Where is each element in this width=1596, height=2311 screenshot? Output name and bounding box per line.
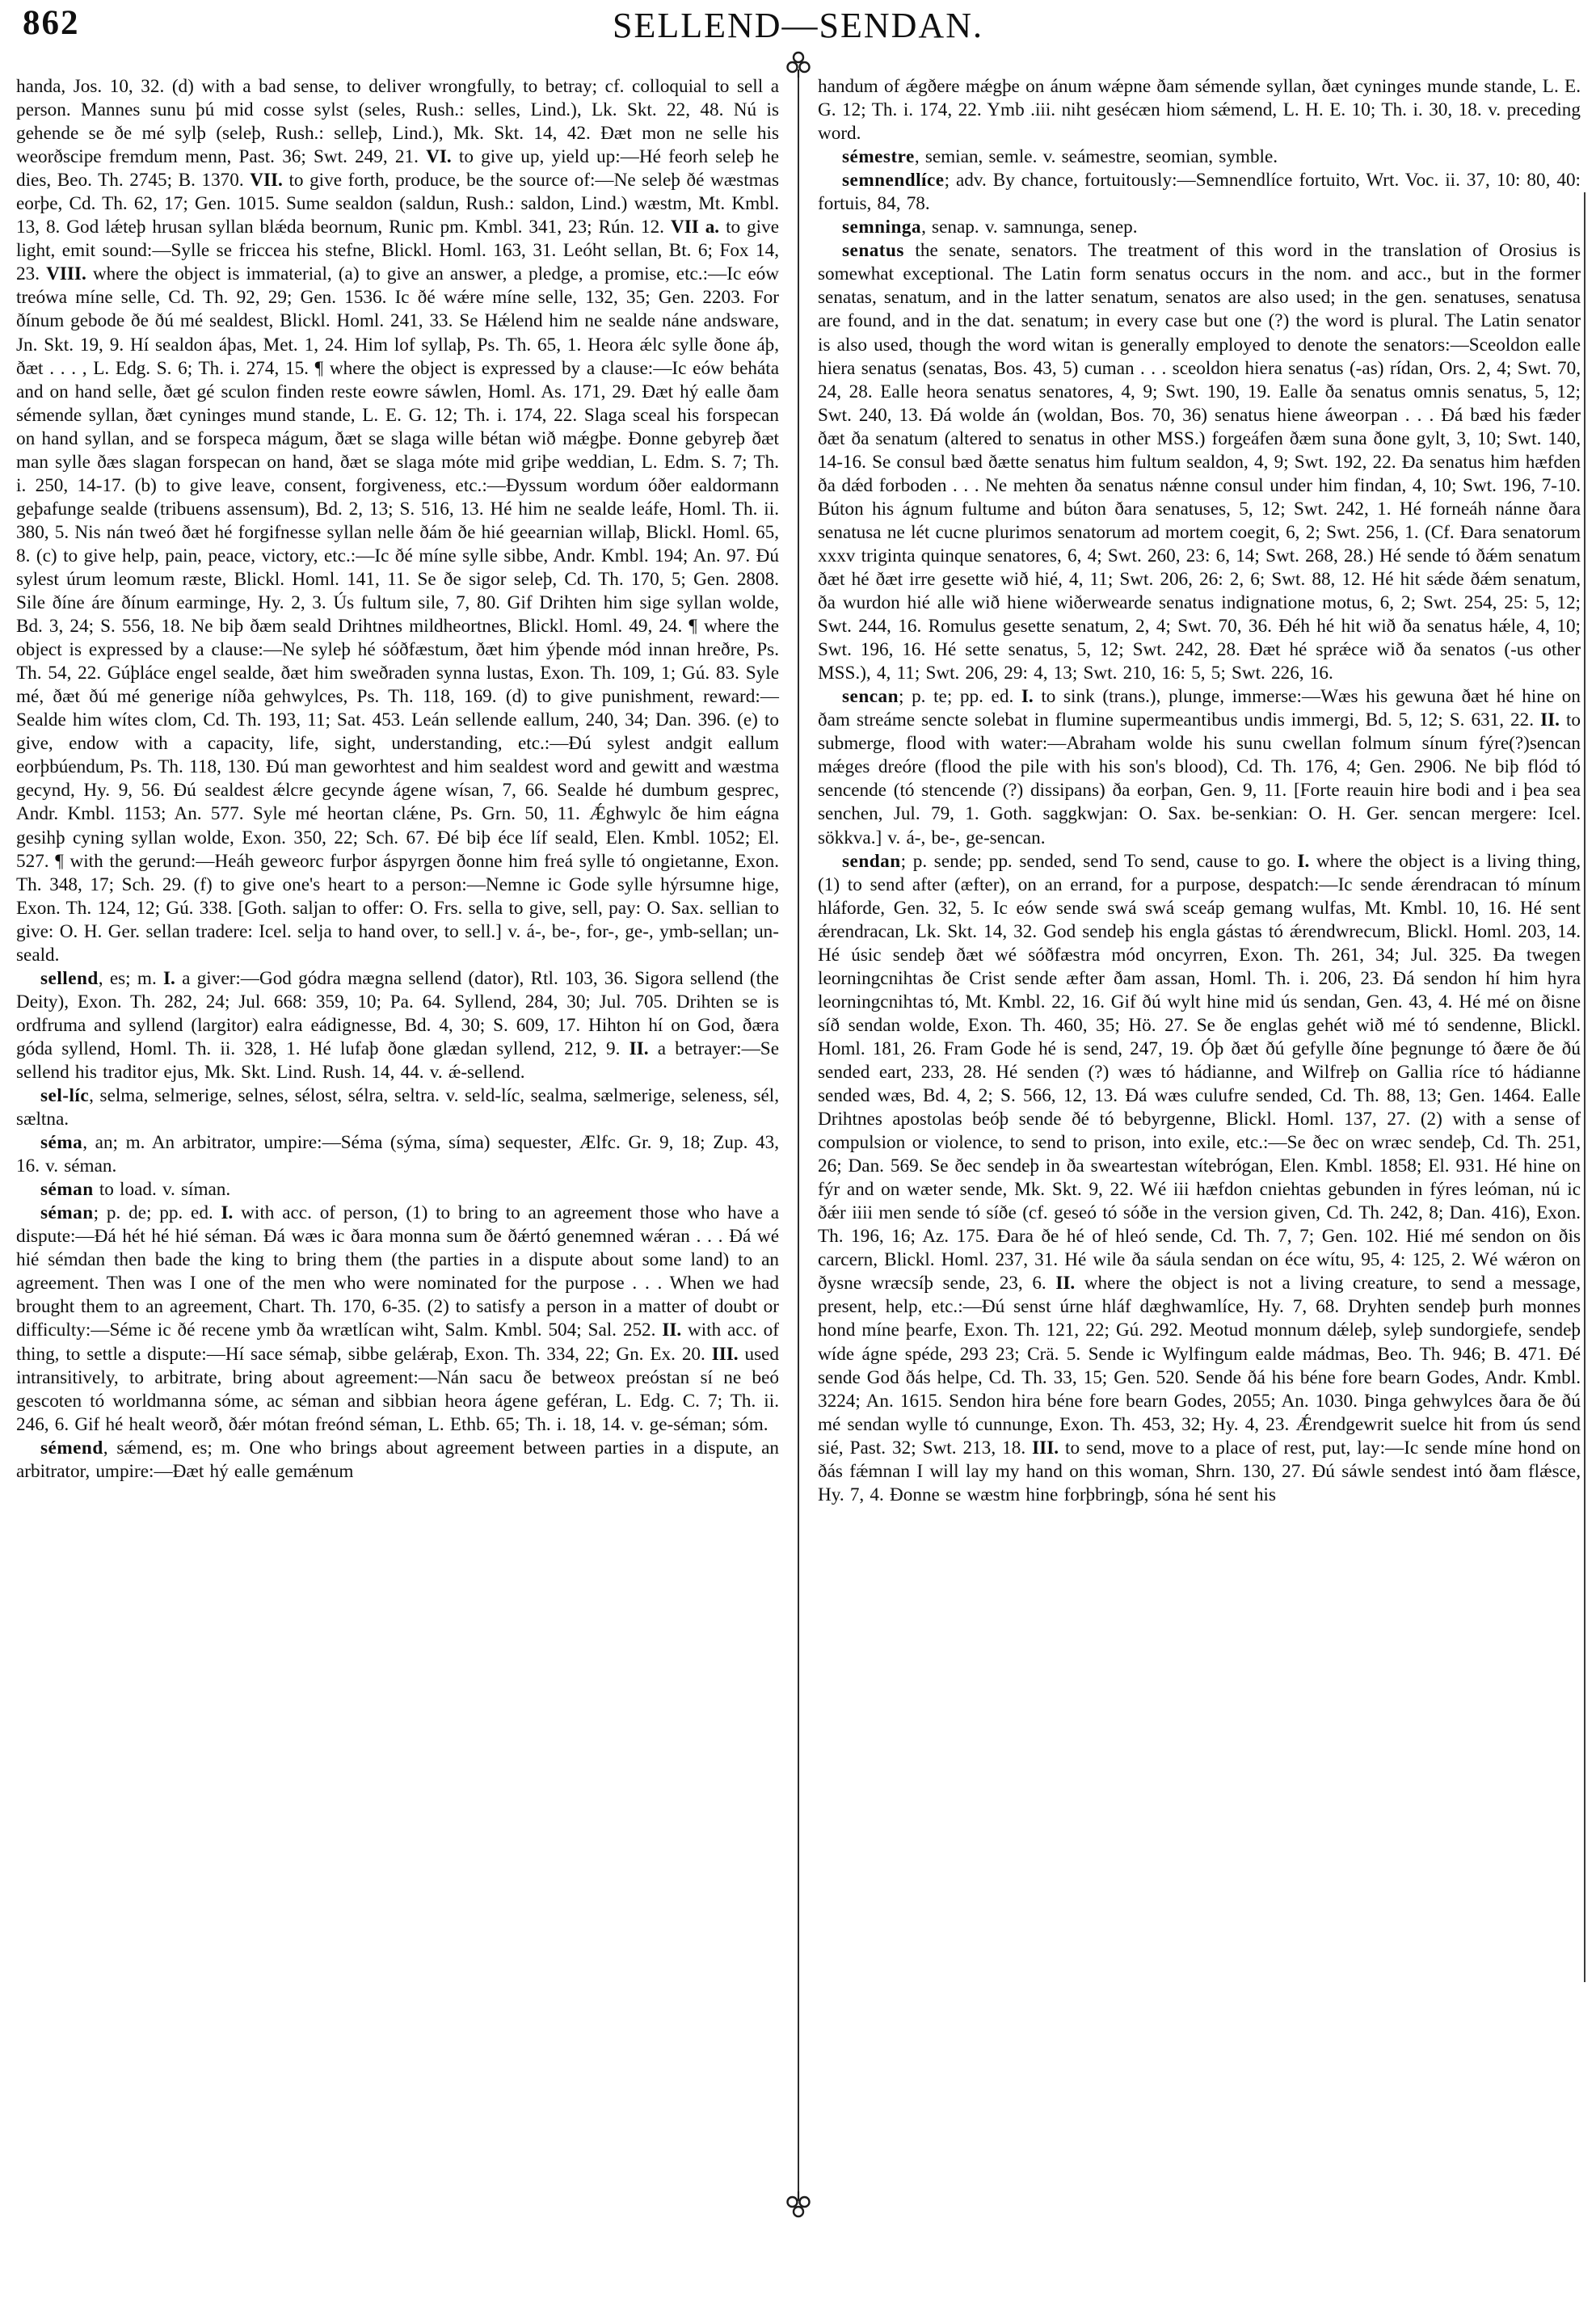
headword: sencan — [842, 686, 899, 708]
dictionary-entry: sendan; p. sende; pp. sended, send To send, cause to go. I. where the object is a living thing, (1) to send after (æfter), on an errand, for a purpose, despatch:—Ic sende ǽrendracan tó mínum hláforde, Gen. 32, 5. Ic eów sende swá swá sceáp gemang wulfas, Mt. Kmbl. 10, 16. Hé sent ǽrendracan, Lk. Skt. 14, 32. God sendeþ his engla gástas tó ǽrendwrecum, Blickl. Homl. 203, 14. Hé úsic sendeþ ðæt wé sóðfæstra mód oncyrren, Exon. Th. 261, 34; Jul. 325. Ða twegen leorningcnihtas ðe Crist sende æfter ðam assan, Homl. Th. i. 206, 23. Ðá sendon hí him hyra leorningcnihtas tó, Mt. Kmbl. 22, 16. Gif ðú wylt hine mid ús sendan, Gen. 43, 4. Hé mé on ðisne síð sendan wolde, Exon. Th. 460, 35; Hö. 27. Se ðe englas gehét wið mé tó sendenne, Blickl. Homl. 181, 26. Fram Gode hé is send, 247, 19. Óþ ðæt ðú gefylle ðíne þegnunge tó ðære ðe ðú sended eart, 233, 28. Hé senden (?) wæs tó hádianne, and Wilfreþ on Gallia ríce tó hádianne sended wæs, Bd. 4, 2; S. 566, 12, 13. Ðá wæs culufre sended, Cd. Th. 88, 13; Gen. 1464. Ealle Drihtnes apostolas beóþ sende ðé tó bebyrgenne, Blickl. Homl. 137, 27. (2) with a sense of compulsion or violence, to send to prison, into exile, etc.:—Se ðec on wræc sendeþ, Cd. Th. 251, 26; Dan. 569. Se ðec sendeþ in ða sweartestan wítebrógan, Elen. Kmbl. 1858; El. 931. Hé hine on fýr and on wæter sende, Mk. Skt. 9, 22. Wé iii hæfdon cniehtas gebunden in fýres leóman, nú ic ðǽr iiii men sende tó síðe (cf. geseó tó sóðe in the version given, Cd. Th. 242, 8; Dan. 416), Exon. Th. 196, 16; Az. 175. Ðara ðe hé of hleó sende, Cd. Th. 7, 7; Gen. 102. Hié mé sendon on ðis carcern, Blickl. Homl. 237, 31. Hé wile ða sáula sendan on éce wítu, 95, 4: 125, 2. Wé wǽron on ðysne wræcsíþ sende, 23, 6. II. where the object is not a living creature, to send a message, present, help, etc.:—Ðú senst úrne hláf dæghwamlíce, Hy. 7, 68. Dryhten sendeþ þurh monnes hond míne þearfe, Exon. Th. 121, 22; Gú. 292. Meotud monnum dǽleþ, syleþ sundorgiefe, sendeþ wíde ágne spéde, 293 23; Crä. 5. Sende ic Wylfingum ealde mádmas, Beo. Th. 946; B. 471. Ðé sende God ðás helpe, Cd. Th. 33, 15; Gen. 520. Sende ðá his béne fore bearn Godes, Andr. Kmbl. 3224; An. 1615. Sendon hira béne fore bearn Godes, 2055; An. 1030. Þinga gehwylces ðara ðe ðú mé sendan wylle tó cunnunge, Exon. Th. 453, 32; Hy. 4, 23. Ǽrendgewrit suelce hit from ús send sié, Past. 32; Swt. 213, 18. III. to send, move to a place of rest, put, lay:—Ic sende míne hond on ðás fǽmnan I will lay my hand on this woman, Shrn. 130, 27. Ðú sáwle sendest intó ðam flǽsce, Hy. 7, 4. Ðonne se wæstm hine forþbringþ, sóna hé sent his — [818, 850, 1581, 1505]
dictionary-entry: sel-líc, selma, selmerige, selnes, sélost, sélra, seltra. v. seld-líc, sealma, sælmerige, seleness, sél, sæltna. — [16, 1085, 779, 1130]
headword: sellend — [40, 967, 99, 989]
sense-numeral: I. — [1297, 850, 1310, 872]
page-number: 862 — [23, 4, 80, 42]
dictionary-entry: semnendlíce; adv. By chance, fortuitously:—Semnendlíce fortuito, Wrt. Voc. ii. 37, 10: 80, 40: fortuis, 84, 78. — [818, 170, 1581, 215]
dictionary-entry: semninga, senap. v. samnunga, senep. — [842, 217, 1138, 238]
dictionary-entry: sémestre, semian, semle. v. seámestre, seomian, symble. — [842, 146, 1278, 168]
sense-numeral: II. — [629, 1038, 649, 1059]
sense-numeral: VII. — [250, 170, 283, 192]
right-column — [818, 75, 1581, 1507]
page-edge-rule — [1584, 192, 1585, 1982]
headword: sémend — [40, 1437, 103, 1459]
headword: semnendlíce — [842, 170, 945, 192]
sense-numeral: VIII. — [46, 263, 86, 285]
sense-numeral: I. — [221, 1202, 234, 1224]
dictionary-entry: sencan; p. te; pp. ed. I. to sink (trans.), plunge, immerse:—Wæs his gewuna ðæt hé hine on ðam streáme sencte solebat in flumine supermeantibus undis immergi, Bd. 5, 12; S. 631, 22. II. to submerge, flood with water:—Abraham wolde his sunu cwellan folmum sínum fýre(?)sencan mǽges dreóre (flood the pile with his son's blood), Cd. Th. 176, 4; Gen. 2906. Ne biþ flód tó sencende (tó stencende (?) dissipans) ða eorþan, Gen. 9, 11. [Forte reauin hire bodi and i þea sea senchen, Jul. 79, 1. Goth. saggkwjan: O. Sax. be-senkian: O. H. Ger. sencan mergere: Icel. sökkva.] v. á-, be-, ge-sencan. — [818, 686, 1581, 848]
sense-numeral: VI. — [426, 146, 452, 168]
headword: séman — [40, 1202, 94, 1224]
headword: semninga — [842, 217, 922, 238]
page-title: SELLEND—SENDAN. — [613, 6, 983, 45]
headword: sémestre — [842, 146, 915, 168]
headword: senatus — [842, 240, 904, 262]
dictionary-entry: sémend, sǽmend, es; m. One who brings about agreement between parties in a dispute, an arbitrator, umpire:—Ðæt hý ealle gemǽnum — [16, 1437, 779, 1482]
sense-numeral: I. — [163, 967, 175, 989]
dictionary-entry: séman; p. de; pp. ed. I. with acc. of person, (1) to bring to an agreement those who have a dispute:—Ðá hét hé hié séman. Ðá wæs ic ðara monna sum ðe ðǽrtó genemned wǽran . . . Ðá wé hié sémdan then bade the king to bring them (the parties in a dispute about some land) to an agreement. Then was I one of the men who were nominated for the purpose . . . When we had brought them to an agreement, Chart. Th. 170, 6-35. (2) to satisfy a person in a matter of doubt or difficulty:—Séme ic ðé recene ymb ða wrætlícan wiht, Salm. Kmbl. 504; Sal. 252. II. with acc. of thing, to settle a dispute:—Hí sace sémaþ, sibbe gelǽraþ, Exon. Th. 334, 22; Gn. Ex. 20. III. used intransitively, to arbitrate, bring about agreement:—Nán sacu ðe betweox preóstan sí ne beó gescoten tó worldmanna sóme, ac séman and sibbian heora ágene geféran, L. Edg. C. 7; Th. ii. 246, 6. Gif hé healt weorð, ðǽr mótan freónd séman, L. Ethb. 65; Th. i. 18, 14. v. ge-séman; sóm. — [16, 1202, 780, 1435]
dictionary-entry: séman to load. v. síman. — [40, 1179, 231, 1201]
headword: sel-líc — [40, 1085, 90, 1107]
sense-numeral: II. — [1540, 709, 1560, 731]
sense-numeral: I. — [1021, 686, 1034, 708]
sense-numeral: III. — [711, 1343, 739, 1365]
headword: séma — [40, 1132, 83, 1154]
sense-numeral: II. — [1055, 1273, 1076, 1294]
dictionary-entry: senatus the senate, senators. The treatment of this word in the translation of Orosius is somewhat exceptional. The Latin form senatus occurs in the nom. and acc., but in the former senatas, senatum, and in the latter senatum, senatos are also used; in the gen. senatuses, senatusa are found, and in the dat. senatum; in every case but one (?) the word is plural. The Latin senator is also used, though the word witan is generally employed to denote the senators:—Sceoldon ealle hiera senatus (senatas, Bos. 43, 5) cuman . . . sceoldon hiera senatus (-as) rídan, Ors. 2, 4; Swt. 70, 24, 28. Ealle heora senatus senatores, 4, 9; Swt. 190, 19. Ealle ða senatus omnis senatus, 5, 12; Swt. 240, 13. Ðá wolde án (woldan, Bos. 70, 36) senatus hiene áweorpan . . . Ðá bæd his fæder ðæt ða senatum (altered to senatus in other MSS.) forgeáfen ðæm suna ðone gylt, 3, 10; Swt. 140, 14-16. Se consul bæd ðætte senatus him fultum sealdon, 4, 9; Swt. 192, 22. Ða senatus him hæfden ða dǽd forboden . . . Ne mehten ða senatus nǽnne consul under him findan, 4, 10; Swt. 196, 7-10. Búton his ágnum fultume and búton ðara senatuses, 5, 12; Swt. 242, 1. Hé forneáh nánne ðara senatusa ne lét cucne plurimos senatorum ad mortem coegit, 6, 2; Swt. 256, 1. (Cf. Ðara senatorum xxxv triginta quinque senatores, 6, 4; Swt. 260, 23: 6, 14; Swt. 268, 28.) Hé sende tó ðǽm senatum ðæt hé ðæt irre gesette wið hié, 4, 11; Swt. 206, 26: 2, 6; Swt. 88, 12. Hé hit sǽde ðǽm senatum, ða wurdon hié alle wið hiene wiðerwearde senatus indignatione motus, 6, 2; Swt. 254, 25: 5, 12; Swt. 244, 16. Romulus gesette senatum, 2, 4; Swt. 70, 36. Ðéh hé hit wið ða senatus hǽle, 4, 10; Swt. 196, 16. Hé sette senatus, 5, 12; Swt. 242, 28. Ðæt hé sprǽce wið ða senatos (-us other MSS.), 4, 11; Swt. 206, 29: 4, 13; Swt. 210, 16: 5, 5; Swt. 226, 16. — [818, 240, 1581, 684]
sense-numeral: II. — [662, 1320, 682, 1341]
continuation-paragraph: handum of ǽgðere mǽgþe on ánum wǽpne ðam sémende syllan, ðæt cyninges munde stande, L. E. G. 12; Th. i. 174, 22. Ymb .iii. niht gesécæn hiom sǽmend, L. H. E. 10; Th. i. 30, 18. v. preceding word. — [818, 76, 1581, 145]
dictionary-entry: sellend, es; m. I. a giver:—God gódra mægna sellend (dator), Rtl. 103, 36. Sigora sellend (the Deity), Exon. Th. 282, 24; Jul. 668: 359, 10; Pa. 64. Syllend, 284, 30; Jul. 705. Drihten se is ordfruma and syllend (largitor) ealra eádignesse, Bd. 4, 30; S. 609, 17. Hihton hí on God, ðæra góda syllend, Homl. Th. ii. 328, 1. Hé lufaþ ðone glædan syllend, 212, 9. II. a betrayer:—Se sellend his traditor ejus, Mk. Skt. Lind. Rush. 14, 44. v. ǽ-sellend. — [16, 967, 779, 1083]
dictionary-entry: séma, an; m. An arbitrator, umpire:—Séma (sýma, síma) sequester, Ælfc. Gr. 9, 18; Zup. 43, 16. v. séman. — [16, 1132, 779, 1177]
headword: sendan — [842, 850, 901, 872]
column-divider-rule — [798, 78, 799, 2201]
continuation-paragraph: handa, Jos. 10, 32. (d) with a bad sense, to deliver wrongfully, to betray; cf. colloquial to sell a person. Mannes sunu þú mid cosse sylst (seles, Rush.: selles, Lind.), Lk. Skt. 22, 48. Nú is gehende se ðe mé sylþ (seleþ, Rush.: selleþ, Lind.), Mk. Skt. 14, 42. Ðæt mon ne selle his weorðscipe fremdum menn, Past. 36; Swt. 249, 21. VI. to give up, yield up:—Hé feorh seleþ he dies, Beo. Th. 2745; B. 1370. VII. to give forth, produce, be the source of:—Ne seleþ ðé wæstmas eorþe, Cd. Th. 62, 17; Gen. 1015. Sume sealdon (saldun, Rush.: saldon, Lind.) wæstm, Mt. Kmbl. 13, 8. God lǽteþ hrusan syllan blǽda beornum, Runic pm. Kmbl. 341, 23; Rún. 12. VII a. to give light, emit sound:—Sylle se friccea his stefne, Blickl. Homl. 163, 31. Leóht sellan, Bt. 6; Fox 14, 23. VIII. where the object is immaterial, (a) to give an answer, a pledge, a promise, etc.:—Ic eów treówa míne selle, Cd. Th. 92, 29; Gen. 1536. Ic ðé wǽre míne selle, 132, 35; Gen. 2203. For ðínum gebode ðe ðú mé sealdest, Blickl. Homl. 241, 33. Se Hǽlend him ne sealde náne andsware, Jn. Skt. 19, 9. Hí sealdon áþas, Met. 1, 24. Him lof syllaþ, Ps. Th. 65, 1. Heora ǽlc sylle ðone áþ, ðæt . . . , L. Edg. S. 6; Th. i. 274, 15. ¶ where the object is expressed by a clause:—Ic eów beháta and on hand selle, ðæt gé sculon finden reste eowre sáwlen, Homl. As. 171, 29. Ðæt hý ealle ðam sémende syllan, ðæt cyninges mund stande, L. E. G. 12; Th. i. 174, 22. Slaga sceal his forspecan on hand syllan, and se forspeca mágum, ðæt se slaga wille bétan wið mǽgþe. Ðonne gebyreþ ðæt man sylle ðæs slagan forspecan on hand, ðæt se slaga móte mid griþe weddian, L. Edm. S. 7; Th. i. 250, 14-17. (b) to give leave, consent, forgiveness, etc.:—Ðyssum wordum óðer ealdormann geþafunge sealde (tribuens assensum), Bd. 2, 13; S. 516, 13. Hé him ne sealde leáfe, Homl. Th. ii. 380, 5. Nis nán tweó ðæt hé forgifnesse syllan nelle ðám ðe hié geearnian willaþ, Blickl. Homl. 65, 8. (c) to give help, pain, peace, victory, etc.:—Ic ðé míne sylle sibbe, Andr. Kmbl. 194; An. 97. Ðú sylest úrum leomum ræste, Blickl. Homl. 141, 11. Se ðe sigor seleþ, Cd. Th. 170, 5; Gen. 2808. Sile ðíne áre ðínum earminge, Hy. 2, 3. Ús fultum sile, 7, 80. Gif Drihten him sige syllan wolde, Bd. 3, 24; S. 556, 18. Ne biþ ðæm seald Drihtnes mildheortnes, Blickl. Homl. 49, 24. ¶ where the object is expressed by a clause:—Ne syleþ hé sóðfæstum, ðæt him ýþende mód innan hreðre, Ps. Th. 54, 22. Gúþláce engel sealde, ðæt him sweðraden synna lustas, Exon. Th. 109, 1; Gú. 83. Syle mé, ðæt ðú mé generige níða gehwylces, Ps. Th. 118, 169. (d) to give punishment, reward:—Sealde him wítes clom, Cd. Th. 193, 11; Sat. 453. Leán sellende eallum, 240, 34; Dan. 396. (e) to give, endow with a capacity, life, sight, understanding, etc.:—Ðú sylest andgit eallum eorþbúendum, Ps. Th. 118, 130. Ðú man geworhtest and him sealdest word and gewitt and wæstma gecynd, Hy. 9, 56. Ðú sealdest ǽlcre gecynde ágene wísan, 7, 66. Sealde hé dumbum gesprec, Andr. Kmbl. 1153; An. 577. Syle mé heortan clǽne, Ps. Grn. 50, 11. Ǽghwylc ðe him eágna gesihþ cyning syllan wolde, Exon. 350, 22; Sch. 67. Ðé biþ éce líf seald, Elen. Kmbl. 1052; El. 527. ¶ with the gerund:—Heáh geweorc furþor áspyrgen ðonne him freá sylle tó ongietanne, Exon. Th. 348, 17; Sch. 29. (f) to give one's heart to a person:—Nemne ic Gode sylle hýrsumne hige, Exon. Th. 124, 12; Gú. 338. [Goth. saljan to offer: O. Frs. sella to give, sell, pay: O. Sax. sellian to give: O. H. Ger. sellan tradere: Icel. selja to hand over, to sell.] v. á-, be-, for-, ge-, ymb-sellan; un-seald. — [16, 76, 780, 966]
sense-numeral: VII a. — [670, 217, 720, 238]
gutter-trefoil-top-icon — [785, 50, 812, 78]
gutter-trefoil-bottom-icon — [785, 2191, 812, 2219]
left-column — [16, 75, 779, 1484]
headword: séman — [40, 1179, 94, 1201]
sense-numeral: III. — [1032, 1437, 1059, 1459]
